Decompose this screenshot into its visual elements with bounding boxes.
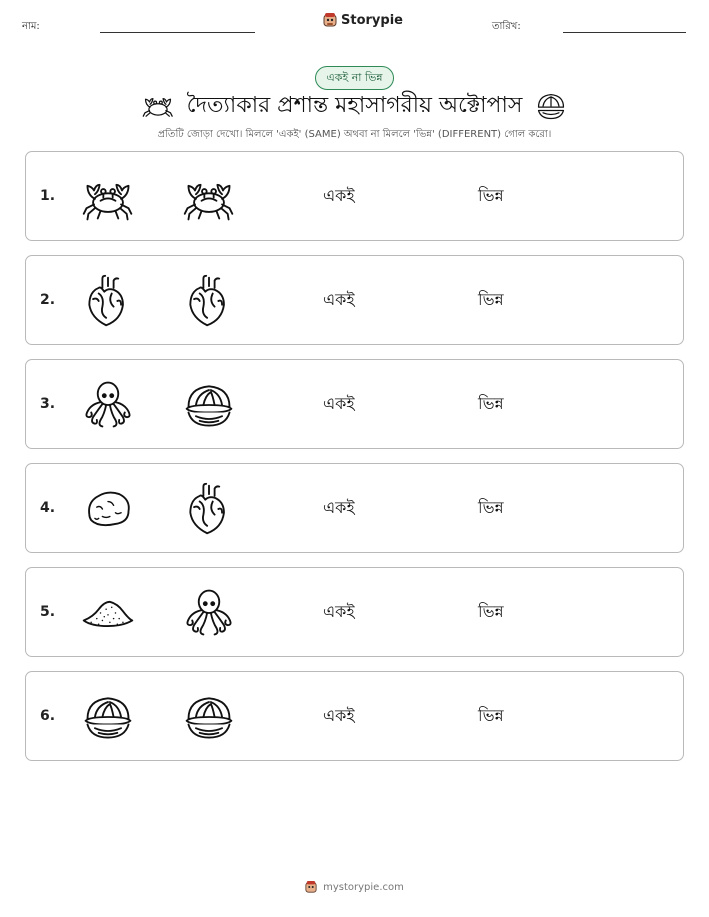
question-row: [25, 567, 684, 657]
brand-name: Storypie: [341, 12, 403, 28]
octopus-icon: [80, 377, 136, 433]
different-option[interactable]: ভিন্ন: [478, 498, 504, 517]
question-row: [25, 463, 684, 553]
same-option[interactable]: একই: [323, 290, 355, 309]
question-row: [25, 671, 684, 761]
footer: [0, 880, 709, 894]
instructions: প্রতিটি জোড়া দেখো। মিললে 'একই' (SAME) অথবা না মিললে 'ভিন্ন' (DIFFERENT) গোল করো।: [157, 129, 552, 140]
title-row: [0, 88, 709, 124]
date-label: তারিখ:: [492, 21, 521, 32]
title-crab-icon: [141, 89, 175, 123]
different-option[interactable]: ভিন্ন: [478, 602, 504, 621]
crab-icon: [80, 169, 136, 225]
same-option[interactable]: একই: [323, 186, 355, 205]
question-row: [25, 151, 684, 241]
question-number: 3.: [40, 396, 56, 412]
different-option[interactable]: ভিন্ন: [478, 290, 504, 309]
question-number: 1.: [40, 188, 56, 204]
heart-icon: [181, 481, 237, 537]
question-number: 6.: [40, 708, 56, 724]
question-row: [25, 255, 684, 345]
same-option[interactable]: একই: [323, 498, 355, 517]
different-option[interactable]: ভিন্ন: [478, 186, 504, 205]
rock-icon: [80, 481, 136, 537]
question-number: 4.: [40, 500, 56, 516]
same-option[interactable]: একই: [323, 706, 355, 725]
brand-logo: [323, 12, 403, 28]
clam-icon: [181, 377, 237, 433]
storypie-mascot-icon: [323, 12, 337, 28]
clam-icon: [181, 689, 237, 745]
same-option[interactable]: একই: [323, 602, 355, 621]
question-number: 5.: [40, 604, 56, 620]
title-clam-icon: [534, 89, 568, 123]
heart-icon: [181, 273, 237, 329]
page-title: দৈত্যাকার প্রশান্ত মহাসাগরীয় অক্টোপাস: [186, 92, 523, 118]
name-label: নাম:: [22, 21, 40, 32]
date-field[interactable]: [563, 32, 686, 33]
footer-url[interactable]: mystorypie.com: [323, 881, 404, 893]
question-number: 2.: [40, 292, 56, 308]
clam-icon: [80, 689, 136, 745]
different-option[interactable]: ভিন্ন: [478, 394, 504, 413]
crab-icon: [181, 169, 237, 225]
same-option[interactable]: একই: [323, 394, 355, 413]
octopus-icon: [181, 585, 237, 641]
storypie-mascot-icon: [305, 880, 317, 894]
heart-icon: [80, 273, 136, 329]
different-option[interactable]: ভিন্ন: [478, 706, 504, 725]
activity-badge: একই না ভিন্ন: [315, 66, 394, 90]
question-row: [25, 359, 684, 449]
name-field[interactable]: [100, 32, 255, 33]
sand-pile-icon: [80, 585, 136, 641]
